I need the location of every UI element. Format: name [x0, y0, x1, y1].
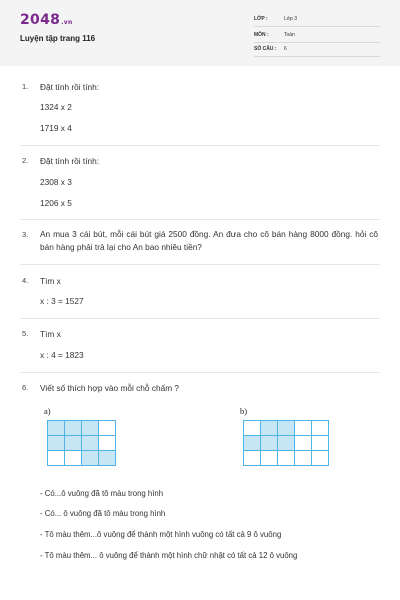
figure-b-grid	[243, 420, 329, 466]
grid-cell-shaded	[244, 436, 261, 451]
logo-suffix: .vn	[61, 19, 73, 26]
grid-cell-shaded	[261, 436, 278, 451]
question-3-number: 3.	[22, 230, 29, 239]
figure-a-grid	[47, 420, 116, 466]
grid-cell	[295, 436, 312, 451]
divider	[20, 372, 380, 373]
grid-cell	[295, 421, 312, 436]
grid-cell-shaded	[82, 421, 99, 436]
grid-cell-shaded	[261, 421, 278, 436]
divider	[20, 219, 380, 220]
question-2-prompt: Đặt tính rồi tính:	[40, 156, 100, 166]
page-title: Luyện tập trang 116	[20, 34, 96, 43]
grid-cell	[65, 451, 82, 466]
divider	[20, 264, 380, 265]
grid-cell-shaded	[278, 436, 295, 451]
question-5-prompt: Tìm x	[40, 329, 61, 339]
grid-cell	[48, 451, 65, 466]
meta-count-value: 6	[284, 46, 287, 52]
meta-subject-value: Toán	[284, 32, 295, 38]
figure-a-label: a)	[44, 406, 51, 416]
figure-b-label: b)	[240, 406, 248, 416]
question-1-prompt: Đặt tính rồi tính:	[40, 82, 100, 92]
divider	[20, 145, 380, 146]
meta-subject-row	[254, 30, 380, 43]
question-4-line-1: x : 3 = 1527	[40, 296, 84, 306]
grid-cell	[244, 451, 261, 466]
meta-count-row	[254, 44, 380, 57]
grid-cell-shaded	[65, 421, 82, 436]
question-4-number: 4.	[22, 276, 29, 285]
question-3-prompt: An mua 3 cái bút, mỗi cái bút giá 2500 đồng. An đưa cho cô bán hàng 8000 đồng. hỏi cô bán hàng phải trả lại cho An bao nhiêu tiền?	[40, 229, 378, 252]
question-6-prompt: Viết số thích hợp vào mỗi chỗ chấm ?	[40, 383, 180, 393]
meta-subject-label: MÔN :	[254, 32, 269, 38]
question-6-number: 6.	[22, 383, 29, 392]
grid-cell	[278, 451, 295, 466]
grid-cell	[99, 436, 116, 451]
question-1-line-1: 1324 x 2	[40, 102, 72, 112]
question-6-bullet-3: - Tô màu thêm...ô vuông để thành một hình vuông có tất cả 9 ô vuông	[40, 530, 282, 539]
site-logo[interactable]	[20, 12, 73, 28]
grid-cell-shaded	[48, 421, 65, 436]
question-6-bullet-1: - Có...ô vuông đã tô màu trong hình	[40, 489, 164, 498]
grid-cell-shaded	[82, 451, 99, 466]
meta-count-label: SỐ CÂU :	[254, 46, 277, 52]
grid-cell	[312, 451, 329, 466]
grid-cell	[312, 436, 329, 451]
grid-cell	[312, 421, 329, 436]
question-5-number: 5.	[22, 329, 29, 338]
meta-class-row	[254, 14, 380, 27]
question-1-number: 1.	[22, 82, 29, 91]
question-6-bullet-4: - Tô màu thêm... ô vuông để thành một hình chữ nhật có tất cả 12 ô vuông	[40, 551, 298, 560]
question-4-prompt: Tìm x	[40, 276, 61, 286]
grid-cell-shaded	[65, 436, 82, 451]
grid-cell-shaded	[278, 421, 295, 436]
grid-cell-shaded	[48, 436, 65, 451]
question-1-line-2: 1719 x 4	[40, 123, 72, 133]
question-2-number: 2.	[22, 156, 29, 165]
grid-cell	[99, 421, 116, 436]
meta-class-value: Lớp 3	[284, 16, 298, 22]
logo-text: 2048	[20, 12, 61, 28]
divider	[20, 318, 380, 319]
worksheet-header	[0, 0, 400, 66]
question-6-bullet-2: - Có... ô vuông đã tô màu trong hình	[40, 509, 166, 518]
grid-cell-shaded	[82, 436, 99, 451]
grid-cell-shaded	[99, 451, 116, 466]
grid-cell	[244, 421, 261, 436]
question-2-line-2: 1206 x 5	[40, 198, 72, 208]
meta-class-label: LỚP :	[254, 16, 268, 22]
question-5-line-1: x : 4 = 1823	[40, 350, 84, 360]
grid-cell	[295, 451, 312, 466]
question-2-line-1: 2308 x 3	[40, 177, 72, 187]
grid-cell	[261, 451, 278, 466]
